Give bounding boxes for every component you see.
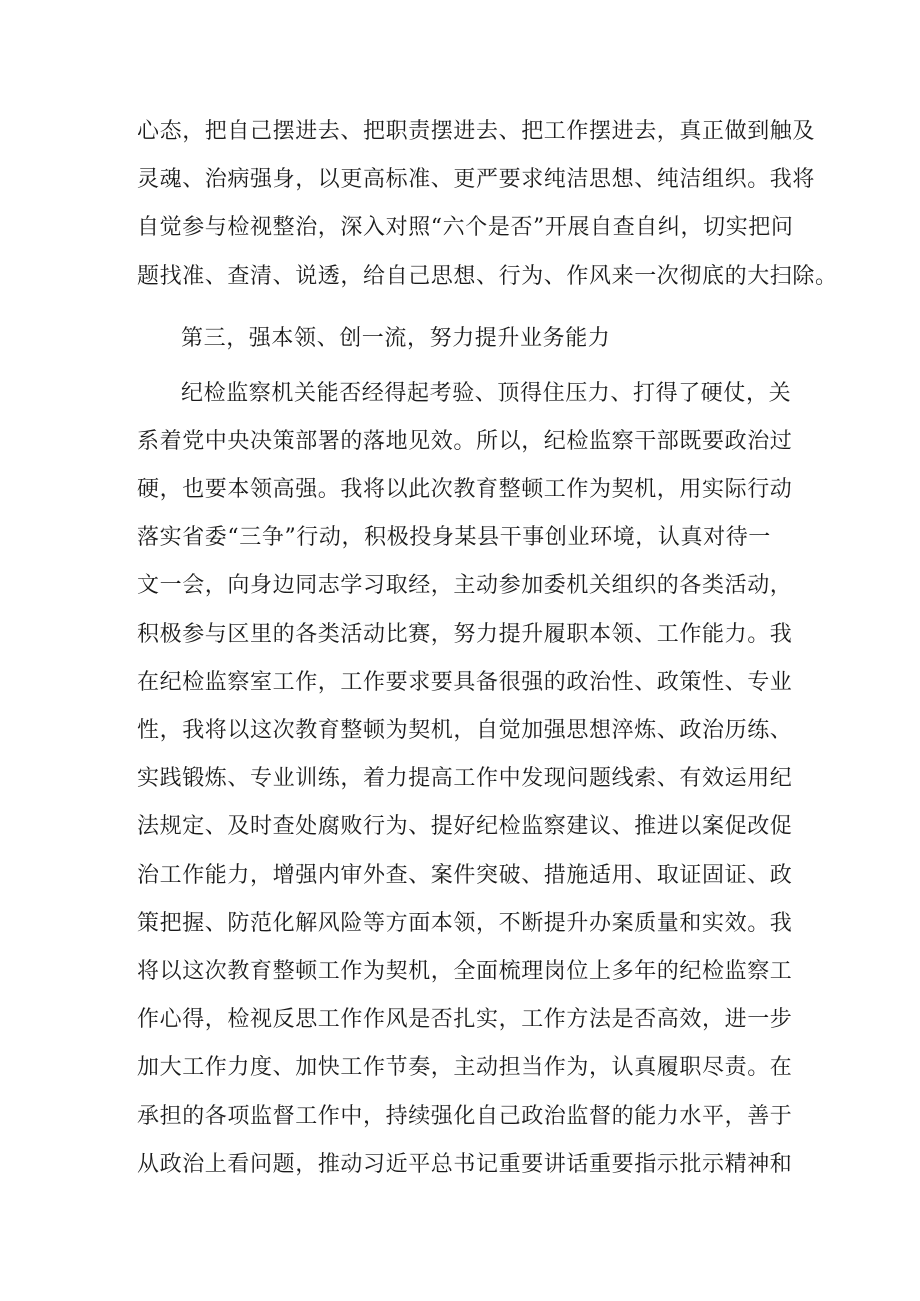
paragraph-2-line-2: 系着党中央决策部署的落地见效。所以，纪检监察干部既要政治过: [137, 429, 793, 454]
paragraph-1-line-1: 心态，把自己摆进去、把职责摆进去、把工作摆进去，真正做到触及: [137, 119, 816, 144]
paragraph-2-line-16: 承担的各项监督工作中，持续强化自己政治监督的能力水平，善于: [137, 1104, 793, 1129]
paragraph-1-line-2: 灵魂、治病强身，以更高标准、更严要求纯洁思想、纯洁组织。我将: [137, 167, 816, 192]
paragraph-2-line-12: 策把握、防范化解风险等方面本领，不断提升办案质量和实效。我: [137, 911, 793, 936]
paragraph-2-line-8: 性，我将以这次教育整顿为契机，自觉加强思想淬炼、政治历练、: [137, 718, 793, 743]
paragraph-2-line-9: 实践锻炼、专业训练，着力提高工作中发现问题线索、有效运用纪: [137, 766, 793, 791]
paragraph-2-line-5: 文一会，向身边同志学习取经，主动参加委机关组织的各类活动，: [137, 573, 793, 598]
paragraph-2-line-14: 作心得，检视反思工作作风是否扎实，工作方法是否高效，进一步: [137, 1007, 793, 1032]
paragraph-2-line-15: 加大工作力度、加快工作节奏，主动担当作为，认真履职尽责。在: [137, 1055, 793, 1080]
paragraph-2-line-11: 治工作能力，增强内审外查、案件突破、措施适用、取证固证、政: [137, 863, 793, 888]
section-heading: 第三，强本领、创一流，努力提升业务能力: [181, 326, 611, 351]
paragraph-1-line-4: 题找准、查清、说透，给自己思想、行为、作风来一次彻底的大扫除。: [137, 264, 838, 289]
paragraph-2-line-17: 从政治上看问题，推动习近平总书记重要讲话重要指示批示精神和: [137, 1152, 793, 1177]
paragraph-2-line-4: 落实省委“三争”行动，积极投身某县干事创业环境，认真对待一: [137, 525, 771, 550]
paragraph-2-line-3: 硬，也要本领高强。我将以此次教育整顿工作为契机，用实际行动: [137, 477, 793, 502]
paragraph-2-line-10: 法规定、及时查处腐败行为、提好纪检监察建议、推进以案促改促: [137, 814, 793, 839]
paragraph-2-line-7: 在纪检监察室工作，工作要求要具备很强的政治性、政策性、专业: [137, 670, 793, 695]
paragraph-2-line-6: 积极参与区里的各类活动比赛，努力提升履职本领、工作能力。我: [137, 622, 793, 647]
paragraph-2-line-13: 将以这次教育整顿工作为契机，全面梳理岗位上多年的纪检监察工: [137, 959, 793, 984]
paragraph-2-line-1: 纪检监察机关能否经得起考验、顶得住压力、打得了硬仗，关: [181, 381, 792, 406]
paragraph-1-line-3: 自觉参与检视整治，深入对照“六个是否”开展自查自纠，切实把问: [137, 215, 794, 240]
